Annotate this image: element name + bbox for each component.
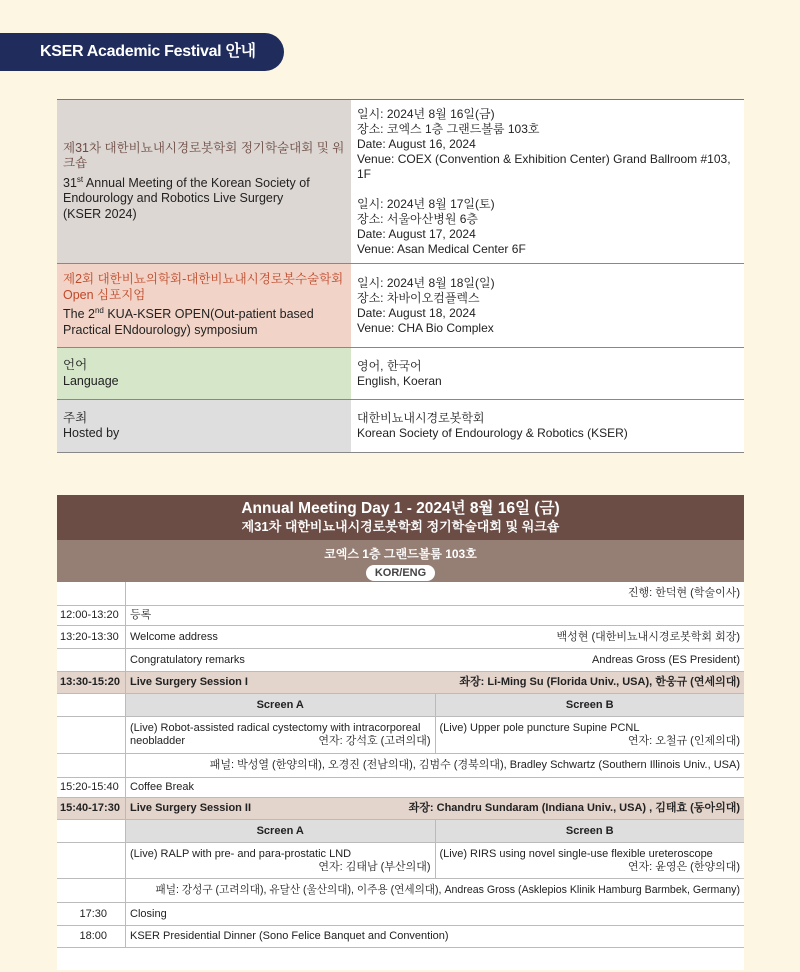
time-cell: 18:00 (57, 926, 126, 947)
screen-b-header: Screen B (435, 694, 745, 716)
info-row-language (57, 348, 744, 400)
info-value: 일시: 2024년 8월 16일(금) 장소: 코엑스 1층 그랜드볼룸 103호 Date: August 16, 2024 Venue: COEX (Convention & Exhibition Center) Grand Ballroom #103, 1F 일시: 2024년 8월 17일(토) 장소: 서울아산병원 6층 Date: August 17, 2024 Venue: Asan Medical Center 6F (351, 100, 744, 263)
schedule-subtitle: 제31차 대한비뇨내시경로봇학회 정기학술대회 및 워크숍 (241, 519, 560, 534)
session-title: Live Surgery Session II (130, 802, 252, 814)
label-english-line1: 31st Annual Meeting of the Korean Society of (63, 174, 310, 190)
label-korean: 제31차 대한비뇨내시경로봇학회 정기학술대회 및 워크숍 (63, 140, 345, 171)
table-row (57, 754, 744, 778)
table-row (57, 582, 744, 606)
info-label: 언어 Language (57, 348, 351, 399)
schedule-table (57, 495, 744, 970)
label-english-line2: Endourology and Robotics Live Surgery (63, 191, 284, 206)
table-row (57, 717, 744, 754)
info-value: 대한비뇨내시경로봇학회 Korean Society of Endourology & Robotics (KSER) (351, 400, 744, 452)
session-chair: 좌장: Li-Ming Su (Florida Univ., USA), 한웅규 (연세의대) (459, 676, 740, 688)
info-row-host (57, 400, 744, 453)
table-row: 13:20-13:30 Welcome address 백성현 (대한비뇨내시경로봇학회 회장) (57, 626, 744, 649)
moderator: 진행: 한덕현 (학술이사) (627, 587, 740, 599)
screen-b-header: Screen B (435, 820, 745, 842)
table-row: Congratulatory remarks Andreas Gross (ES President) (57, 649, 744, 672)
screen-a-header: Screen A (126, 820, 435, 842)
time-cell: 15:20-15:40 (57, 778, 126, 797)
schedule-header (57, 495, 744, 540)
session-chair: 좌장: Chandru Sundaram (Indiana Univ., USA) , 김태효 (동아의대) (408, 802, 740, 814)
info-row-open-symposium (57, 264, 744, 348)
panel-list: 패널: 박성열 (한양의대), 오경진 (전남의대), 김범수 (경북의대), Bradley Schwartz (Southern Illinois Univ., USA) (209, 759, 740, 771)
table-row (57, 694, 744, 717)
language-badge: KOR/ENG (366, 565, 435, 581)
venue-label: 코엑스 1층 그랜드볼룸 103호 (324, 547, 477, 561)
label-english-line3: (KSER 2024) (63, 206, 137, 221)
table-row: 15:20-15:40 Coffee Break (57, 778, 744, 798)
screen-a-cell: (Live) Robot-assisted radical cystectomy with intracorporeal neobladder 연자: 강석호 (고려의대) (130, 722, 431, 747)
info-table (57, 99, 744, 453)
section-banner: KSER Academic Festival 안내 (0, 33, 284, 71)
table-row (57, 843, 744, 879)
screen-b-cell: (Live) RIRS using novel single-use flexible ureteroscope 연자: 윤영은 (한양의대) (435, 843, 745, 878)
info-value: 일시: 2024년 8월 18일(일) 장소: 차바이오컴플렉스 Date: August 18, 2024 Venue: CHA Bio Complex (351, 264, 744, 347)
panel-list: 패널: 강성구 (고려의대), 유달산 (울산의대), 이주용 (연세의대), Andreas Gross (Asklepios Klinik Hamburg Barmbek, Germany) (155, 884, 740, 896)
table-row: 18:00 KSER Presidential Dinner (Sono Felice Banquet and Convention) (57, 926, 744, 948)
session-row (57, 798, 744, 820)
time-cell: 13:20-13:30 (57, 626, 126, 648)
info-value: 영어, 한국어 English, Koeran (351, 348, 744, 399)
session-title: Live Surgery Session I (130, 676, 248, 688)
table-row (57, 820, 744, 843)
info-label: 주최 Hosted by (57, 400, 351, 452)
schedule-body (57, 582, 744, 970)
time-cell: 12:00-13:20 (57, 606, 126, 625)
screen-b-cell: (Live) Upper pole puncture Supine PCNL 연자: 오철규 (인제의대) (435, 717, 745, 753)
info-row-annual-meeting (57, 100, 744, 264)
table-row: 12:00-13:20 등록 (57, 606, 744, 626)
screen-a-cell: (Live) RALP with pre- and para-prostatic LND 연자: 김태남 (부산의대) (130, 847, 431, 873)
schedule-title: Annual Meeting Day 1 - 2024년 8월 16일 (금) (241, 500, 560, 517)
time-cell: 13:30-15:20 (57, 672, 126, 693)
info-label (57, 100, 351, 263)
session-row (57, 672, 744, 694)
info-label: 제2회 대한비뇨의학회-대한비뇨내시경로봇수술학회 Open 심포지엄 The 2nd KUA-KSER OPEN(Out-patient based Practical ENdourology) symposium (57, 264, 351, 347)
screen-a-header: Screen A (126, 694, 435, 716)
table-row: 17:30 Closing (57, 903, 744, 926)
table-row (57, 879, 744, 903)
time-cell: 17:30 (57, 903, 126, 925)
time-cell: 15:40-17:30 (57, 798, 126, 819)
schedule-venue-header (57, 540, 744, 582)
